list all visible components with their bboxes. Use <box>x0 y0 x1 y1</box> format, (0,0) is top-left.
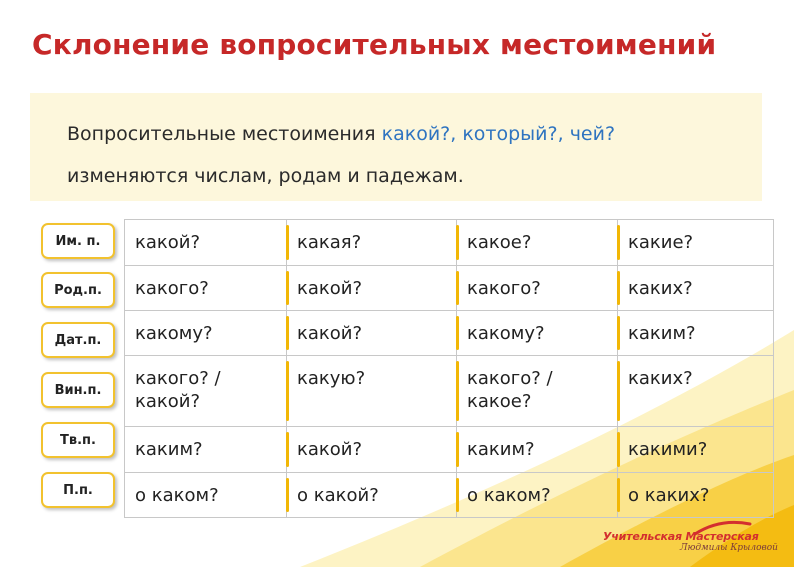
table-cell: какому? <box>457 311 618 356</box>
table-cell: о каком? <box>457 473 618 518</box>
case-button-instrumental[interactable]: Тв.п. <box>41 422 115 458</box>
intro-text: Вопросительные местоимения <box>67 123 382 145</box>
intro-line-1 <box>67 123 615 145</box>
table-cell: какую? <box>287 356 457 427</box>
case-button-nominative[interactable]: Им. п. <box>41 223 115 259</box>
table-cell: какая? <box>287 220 457 266</box>
table-cell: какого? <box>125 266 287 311</box>
case-button-genitive[interactable]: Род.п. <box>41 272 115 308</box>
table-row <box>125 473 774 518</box>
table-cell: какого? / какой? <box>125 356 287 427</box>
table-cell: о каких? <box>618 473 774 518</box>
table-row <box>125 311 774 356</box>
table-cell: каких? <box>618 266 774 311</box>
table-row <box>125 220 774 266</box>
table-cell: какое? <box>457 220 618 266</box>
table-cell: какими? <box>618 427 774 473</box>
table-cell: о каком? <box>125 473 287 518</box>
table-row <box>125 266 774 311</box>
table-row <box>125 427 774 473</box>
page-title: Склонение вопросительных местоимений <box>32 28 717 61</box>
table-cell: каким? <box>457 427 618 473</box>
table-cell: о какой? <box>287 473 457 518</box>
declension-table <box>124 219 774 518</box>
table-cell: какие? <box>618 220 774 266</box>
table-cell: какого? <box>457 266 618 311</box>
table-cell: какому? <box>125 311 287 356</box>
intro-highlight: какой?, который?, чей? <box>381 123 616 145</box>
intro-box <box>30 93 762 201</box>
table-cell: каким? <box>125 427 287 473</box>
intro-line-2: изменяются числам, родам и падежам. <box>67 165 464 187</box>
table-cell: каким? <box>618 311 774 356</box>
case-button-accusative[interactable]: Вин.п. <box>41 372 115 408</box>
logo-sub-text: Людмилы Крыловой <box>680 543 778 553</box>
table-cell: какого? / какое? <box>457 356 618 427</box>
table-cell: какой? <box>287 266 457 311</box>
table-cell: каких? <box>618 356 774 427</box>
case-button-dative[interactable]: Дат.п. <box>41 322 115 358</box>
table-cell: какой? <box>287 427 457 473</box>
table-cell: какой? <box>125 220 287 266</box>
publisher-logo <box>600 516 780 556</box>
table-cell: какой? <box>287 311 457 356</box>
logo-main-text: Учительская Мастерская <box>603 530 759 543</box>
table-row <box>125 356 774 427</box>
case-button-prepositional[interactable]: П.п. <box>41 472 115 508</box>
